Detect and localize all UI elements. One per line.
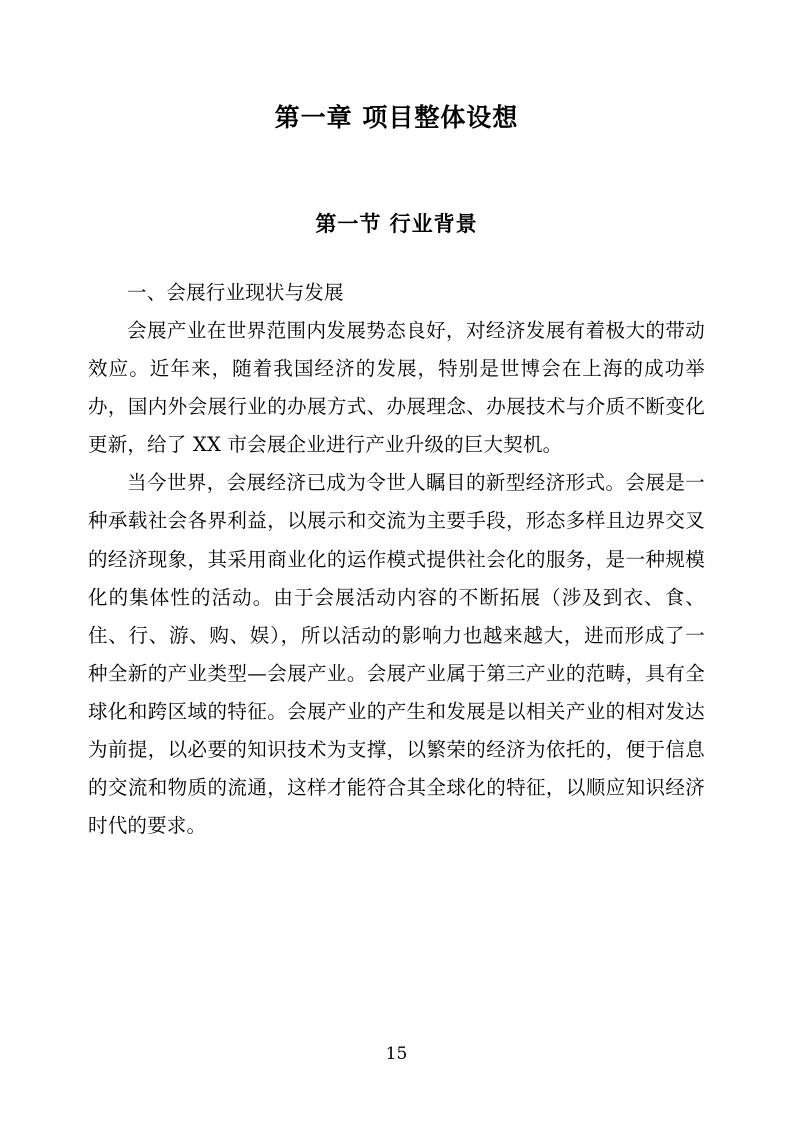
chapter-title: 第一章 项目整体设想 [274,103,519,132]
paragraph-heading-1: 一、会展行业现状与发展 [127,281,344,305]
page-number: 15 [385,1044,408,1064]
paragraph-1: 会展产业在世界范围内发展势态良好，对经济发展有着极大的带动效应。近年来，随着我国经济的发展，特别是世博会在上海的成功举办，国内外会展行业的办展方式、办展理念、办展技术与介质不断变化更新，给了 XX 市会展企业进行产业升级的巨大契机。 [88,319,705,457]
paragraph-2: 当今世界，会展经济已成为令世人瞩目的新型经济形式。会展是一种承载社会各界利益，以展示和交流为主要手段，形态多样且边界交叉的经济现象，其采用商业化的运作模式提供社会化的服务，是一种规模化的集体性的活动。由于会展活动内容的不断拓展（涉及到衣、食、住、行、游、购、娱），所以活动的影响力也越来越大，进而形成了一种全新的产业类型—会展产业。会展产业属于第三产业的范畴，具有全球化和跨区域的特征。会展产业的产生和发展是以相关产业的相对发达为前提，以必要的知识技术为支撑，以繁荣的经济为依托的，便于信息的交流和物质的流通，这样才能符合其全球化的特征，以顺应知识经济时代的要求。 [88,471,705,837]
body-text [88,274,705,844]
section-title: 第一节 行业背景 [315,211,478,236]
